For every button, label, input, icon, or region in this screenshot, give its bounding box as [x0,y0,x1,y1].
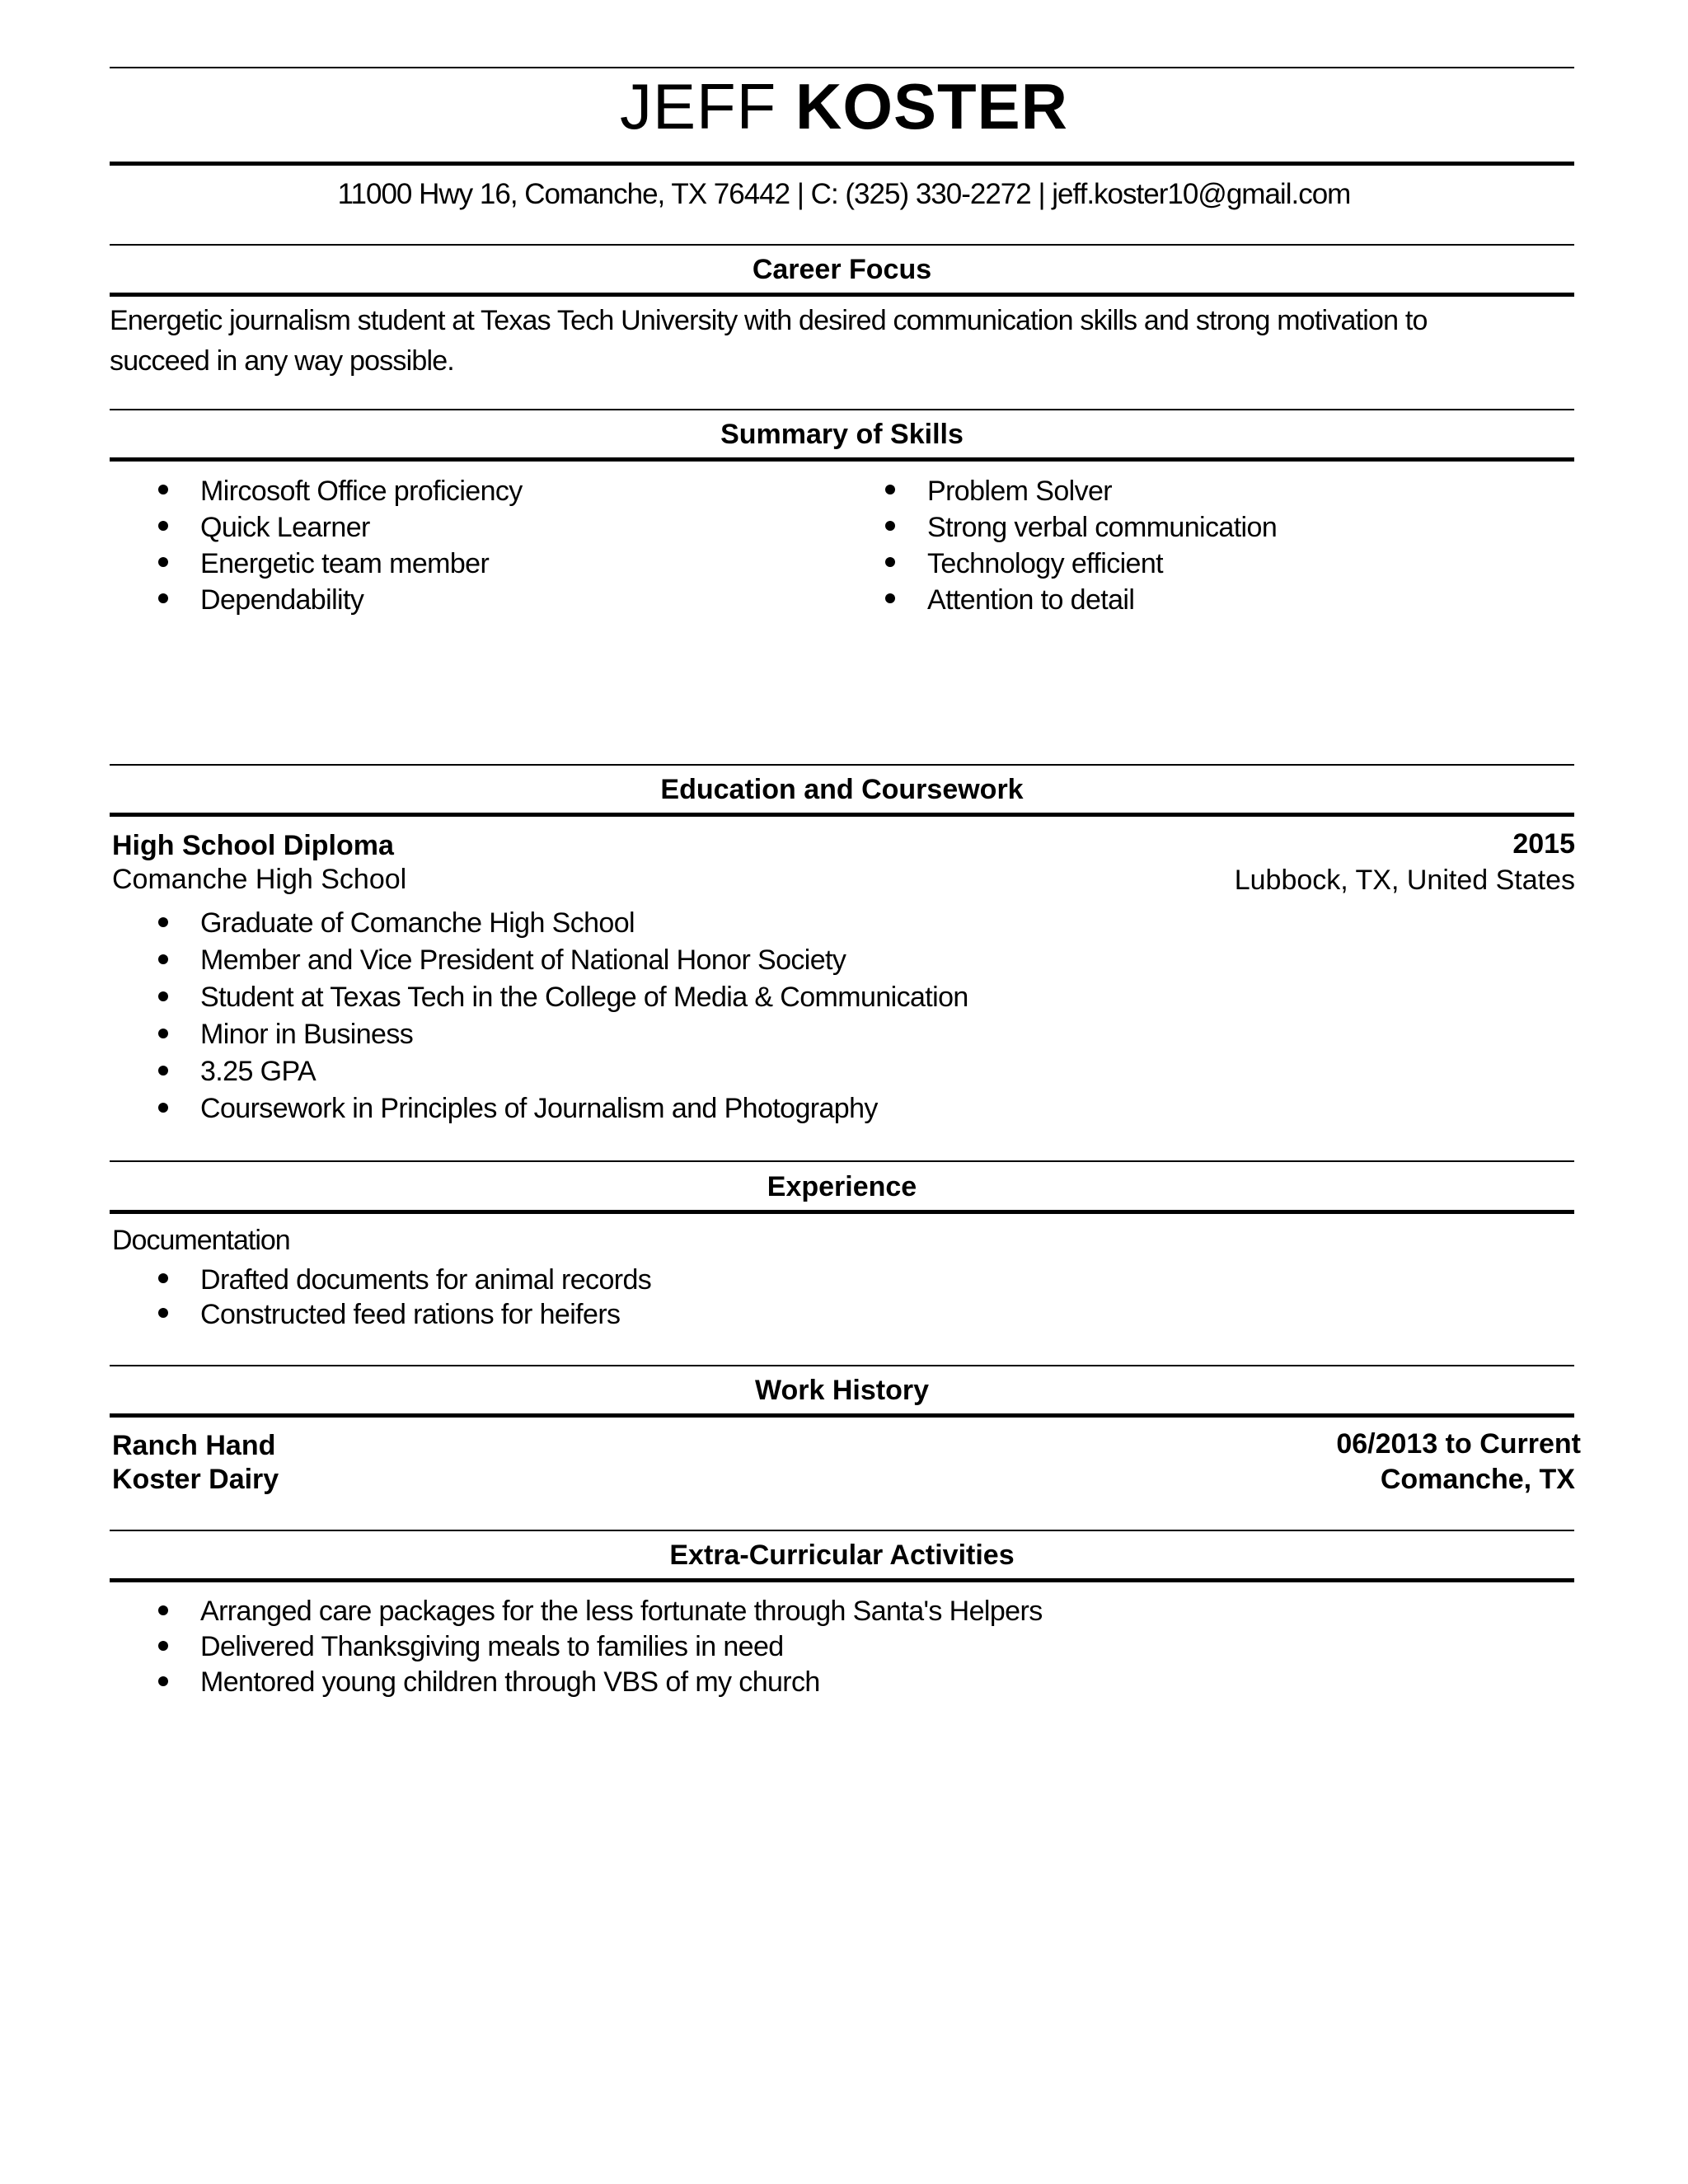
bullet-icon [885,593,895,603]
activities-top-divider [110,1530,1574,1531]
list-item: Student at Texas Tech in the College of Media & Communication [111,979,968,1016]
list-item: Quick Learner [111,509,523,546]
education-location: Lubbock, TX, United States [1234,865,1575,896]
bullet-icon [158,485,168,494]
list-item: Delivered Thanksgiving meals to families in need [111,1629,1043,1665]
skills-top-divider [110,409,1574,410]
career-focus-heading: Career Focus [752,254,932,285]
bullet-icon [158,1308,168,1318]
list-item: Technology efficient [838,546,1277,582]
list-item: Drafted documents for animal records [111,1263,651,1297]
skills-list-left [111,473,523,618]
education-top-divider [110,764,1574,766]
experience-list [111,1263,651,1332]
bullet-icon [158,521,168,531]
bullet-icon [885,521,895,531]
job-dates: 06/2013 to Current [1336,1428,1581,1460]
bullet-icon [158,1641,168,1651]
company-name: Koster Dairy [112,1464,279,1495]
experience-top-divider [110,1160,1574,1162]
bullet-icon [158,1066,168,1076]
skills-list-right [838,473,1277,618]
resume-name [0,68,1688,145]
bullet-icon [158,917,168,927]
job-title: Ranch Hand [112,1430,276,1461]
list-item: Constructed feed rations for heifers [111,1297,651,1332]
bullet-icon [158,954,168,964]
work-history-top-divider [110,1365,1574,1366]
bullet-icon [158,593,168,603]
bullet-icon [158,1676,168,1686]
bullet-icon [158,1605,168,1615]
contact-line: 11000 Hwy 16, Comanche, TX 76442 | C: (325) 330-2272 | jeff.koster10@gmail.com [337,178,1351,210]
list-item: Graduate of Comanche High School [111,905,968,942]
activities-bottom-divider [110,1578,1574,1582]
career-focus-line-2: succeed in any way possible. [110,345,454,377]
list-item: Strong verbal communication [838,509,1277,546]
list-item: Coursework in Principles of Journalism and Photography [111,1090,968,1127]
activities-heading: Extra-Curricular Activities [669,1540,1015,1571]
career-focus-text [110,301,1574,382]
list-item: Mircosoft Office proficiency [111,473,523,509]
list-item: Dependability [111,582,523,618]
job-location: Comanche, TX [1380,1464,1575,1495]
bullet-icon [885,557,895,567]
education-heading: Education and Coursework [660,774,1024,805]
last-name: KOSTER [795,70,1069,143]
work-history-heading: Work History [755,1375,929,1406]
bullet-icon [158,1273,168,1283]
bullet-icon [158,991,168,1001]
bullet-icon [158,1103,168,1113]
first-name: JEFF [619,70,777,143]
bullet-icon [885,485,895,494]
skills-bottom-divider [110,457,1574,462]
career-focus-bottom-divider [110,293,1574,297]
education-list [111,905,968,1127]
bullet-icon [158,1029,168,1038]
list-item: 3.25 GPA [111,1053,968,1090]
list-item: Energetic team member [111,546,523,582]
skills-heading: Summary of Skills [720,419,964,450]
list-item: Attention to detail [838,582,1277,618]
school-name: Comanche High School [112,864,407,895]
list-item: Problem Solver [838,473,1277,509]
bullet-icon [158,557,168,567]
career-focus-top-divider [110,244,1574,246]
experience-heading: Experience [767,1171,917,1202]
list-item: Arranged care packages for the less fortunate through Santa's Helpers [111,1594,1043,1629]
experience-bottom-divider [110,1210,1574,1214]
list-item: Member and Vice President of National Honor Society [111,942,968,979]
activities-list [111,1594,1043,1700]
list-item: Mentored young children through VBS of my church [111,1665,1043,1700]
degree-title: High School Diploma [112,830,394,861]
name-divider [110,162,1574,166]
list-item: Minor in Business [111,1016,968,1053]
career-focus-line-1: Energetic journalism student at Texas Tech University with desired communication skills and strong motivation to [110,305,1428,336]
education-year: 2015 [1512,828,1575,860]
education-bottom-divider [110,813,1574,817]
experience-subheading: Documentation [112,1225,290,1256]
work-history-bottom-divider [110,1413,1574,1418]
